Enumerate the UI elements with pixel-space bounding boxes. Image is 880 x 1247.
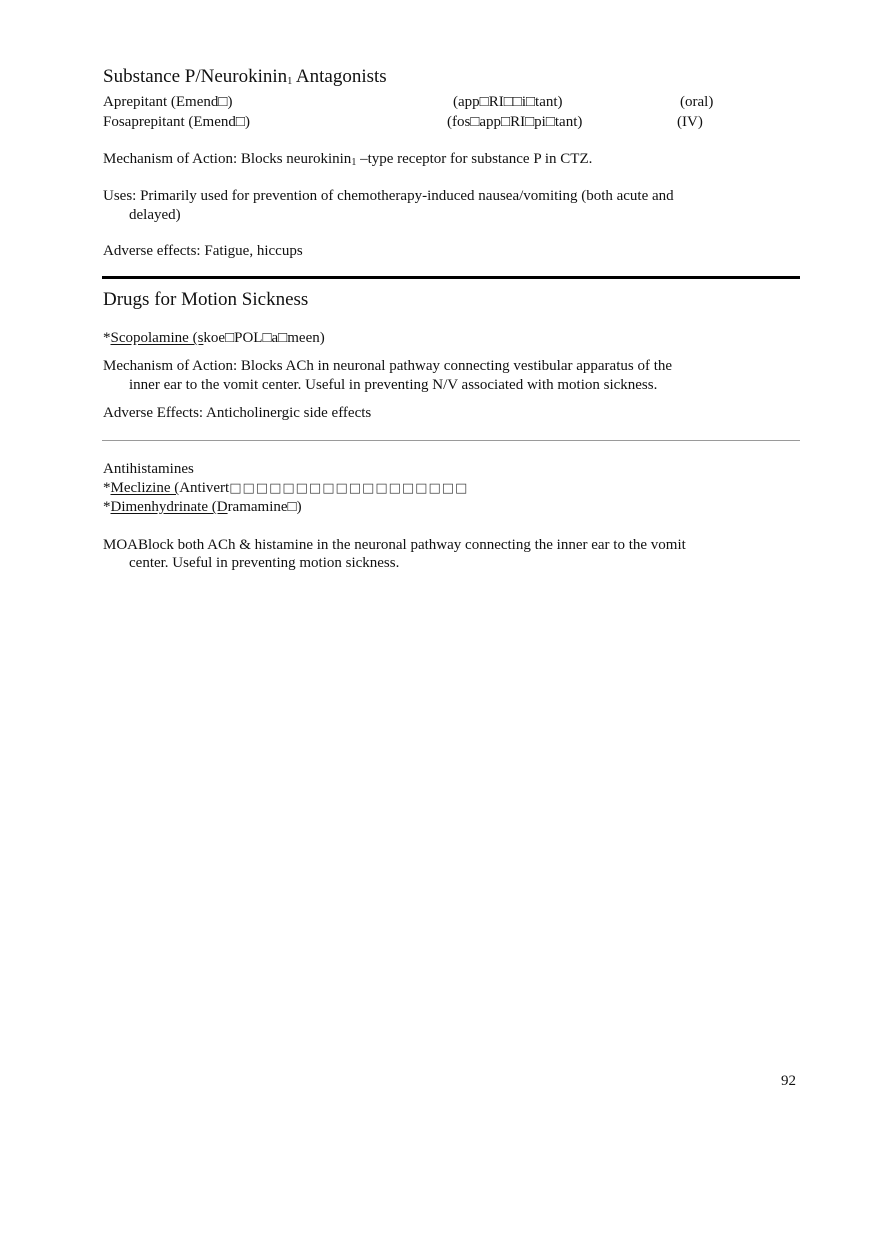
section-title-substance-p: Substance P/Neurokinin$_1$ Antagonists <box>103 66 387 87</box>
uses-line-1: Uses: Primarily used for prevention of chemotherapy-induced nausea/vomiting (both acute and <box>103 188 674 204</box>
drug-route-aprepitant: (oral) <box>680 94 714 110</box>
drug-meclizine: *Meclizine (Antivert□□□□□□□□□□□□□□□□□□ <box>103 480 469 496</box>
mechanism-of-action-nk1: Mechanism of Action: Blocks neurokinin$_1$ –type receptor for substance P in CTZ. <box>103 151 593 168</box>
drug-scopolamine: *Scopolamine (skoe□POL□a□meen) <box>103 330 325 346</box>
uses-line-2: delayed) <box>129 207 181 223</box>
drug-route-fosaprepitant: (IV) <box>677 114 703 130</box>
moa-antihistamines-line-2: center. Useful in preventing motion sickness. <box>129 555 400 571</box>
drug-pronunciation-aprepitant: (app□RI□□i□tant) <box>453 94 563 110</box>
mechanism-of-action-scopolamine-line-2: inner ear to the vomit center. Useful in preventing N/V associated with motion sickness. <box>129 377 658 393</box>
section-divider-thick <box>102 276 800 279</box>
page-number: 92 <box>781 1073 796 1089</box>
section-divider-thin <box>102 440 800 441</box>
drug-name-aprepitant: Aprepitant (Emend□) <box>103 94 233 110</box>
adverse-effects-scopolamine: Adverse Effects: Anticholinergic side effects <box>103 405 372 421</box>
section-title-motion-sickness: Drugs for Motion Sickness <box>103 289 309 310</box>
adverse-effects-nk1: Adverse effects: Fatigue, hiccups <box>103 243 303 259</box>
mechanism-of-action-scopolamine-line-1: Mechanism of Action: Blocks ACh in neuronal pathway connecting vestibular apparatus of the <box>103 358 673 374</box>
moa-antihistamines-line-1: MOABlock both ACh & histamine in the neuronal pathway connecting the inner ear to the vomit <box>103 537 686 553</box>
antihistamines-heading: Antihistamines <box>103 461 194 477</box>
drug-name-fosaprepitant: Fosaprepitant (Emend□) <box>103 114 250 130</box>
drug-dimenhydrinate: *Dimenhydrinate (Dramamine□) <box>103 499 302 515</box>
drug-pronunciation-fosaprepitant: (fos□app□RI□pi□tant) <box>447 114 583 130</box>
